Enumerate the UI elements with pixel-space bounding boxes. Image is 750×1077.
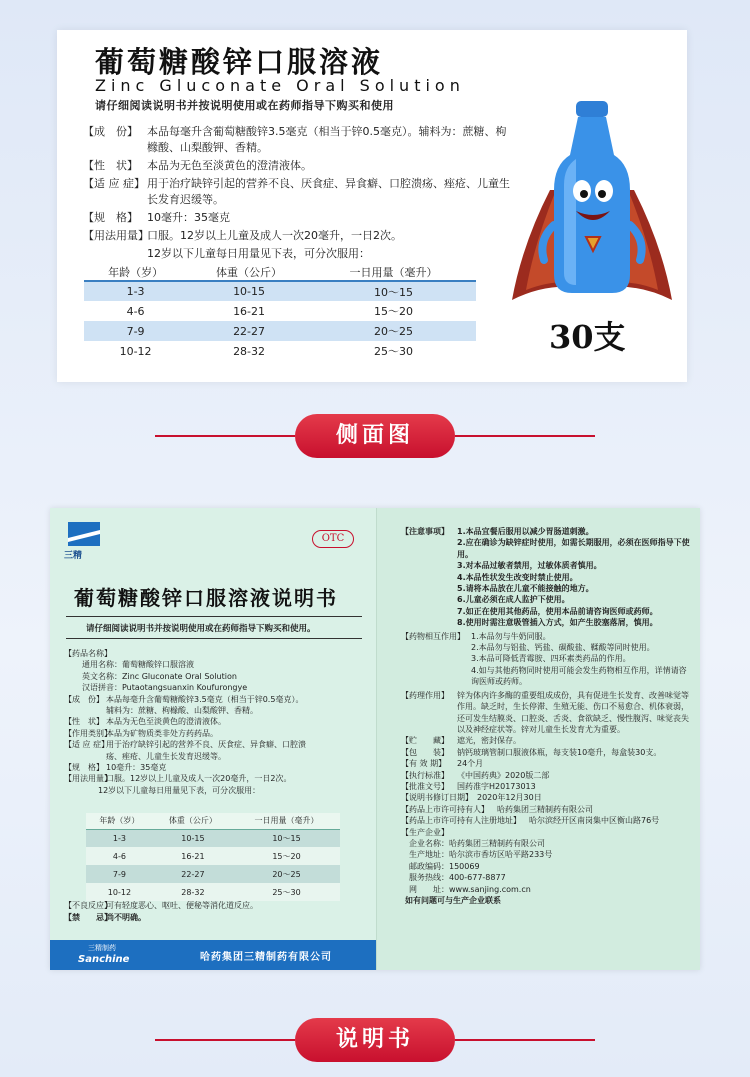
list-item: 12岁以下儿童每日用量见下表，可分次服用： [82, 785, 261, 795]
list-item: 【不良反应】 可有轻度恶心、呕吐、便秘等消化道反应。 [64, 901, 258, 910]
list-item: 8.使用时需注意吸管插入方式，如产生胶塞落屑，慎用。 [457, 618, 658, 628]
list-item: 4.本品性状发生改变时禁止使用。 [457, 572, 578, 582]
divider-line [455, 1039, 595, 1041]
list-item: 7.如正在使用其他药品，使用本品前请咨询医师或药师。 [457, 606, 658, 616]
list-item: 网 址：www.sanjing.com.cn [409, 884, 531, 894]
box-side-panel [57, 30, 687, 382]
info-row: 【成 份】 本品每毫升含葡萄糖酸锌3.5毫克（相当于锌0.5毫克）。辅料为：蔗糖、枸橼酸、山梨酸钾、香精。 [83, 125, 507, 154]
section-label-side-view [155, 414, 595, 458]
contact-note: 如有问题可与生产企业联系 [405, 896, 501, 905]
table-row: 7-9 22-27 20～25 [86, 865, 340, 883]
table-header: 体重（公斤） [153, 813, 233, 829]
instruction-leaflet [50, 508, 700, 970]
leaflet-left-content [64, 648, 364, 796]
list-item: 5.请将本品放在儿童不能接触的地方。 [457, 584, 594, 594]
section-label-leaflet [155, 1018, 595, 1062]
leaflet-left-page [50, 508, 376, 970]
footer-logo-en: Sanchine [78, 954, 130, 965]
otc-badge: OTC [312, 530, 354, 548]
product-english-name: Zinc Gluconate Oral Solution [95, 76, 465, 95]
list-item: 邮政编码：150069 [409, 861, 480, 871]
list-item: 4.如与其他药物同时使用可能会发生药物相互作用，详情请咨询医师或药师。 [471, 665, 687, 687]
info-row: 【适 应 症】 用于治疗缺锌引起的营养不良、厌食症、异食癖、口腔溃疡、痤疮、儿童生长发育迟缓等。 [83, 177, 510, 206]
info-row: 【性 状】 本品为无色至淡黄色的澄清液体。 [83, 159, 312, 172]
list-item: 服务热线：400-677-8877 [409, 873, 506, 883]
footer-logo-cn: 三精制药 [88, 944, 116, 952]
list-item: 3.本品可降低青霉胺、四环素类药品的作用。 [471, 654, 631, 664]
list-item: 【药品上市许可持有人注册地址】 哈尔滨经开区南岗集中区衡山路76号 [401, 816, 660, 826]
divider-line [455, 435, 595, 437]
list-item: 【作用类别】 本品为矿物质类非处方药药品。 [64, 728, 218, 738]
list-item: 疡、痤疮、儿童生长发育迟缓等。 [82, 751, 226, 761]
list-item: 【有 效 期】 24个月 [401, 759, 484, 769]
list-item: 【生产企业】 [401, 827, 449, 837]
divider-line [66, 616, 362, 617]
divider-line [155, 1039, 295, 1041]
table-header-row [86, 813, 340, 829]
table-header: 年龄（岁） [86, 813, 153, 829]
dosage-note: 12岁以下儿童每日用量见下表，可分次服用： [147, 247, 370, 260]
list-item: 【贮 藏】 遮光，密封保存。 [401, 736, 521, 746]
reading-warning: 请仔细阅读说明书并按说明使用或在药师指导下购买和使用 [95, 99, 394, 112]
table-row: 4-6 16-21 15～20 [86, 847, 340, 865]
product-title: 葡萄糖酸锌口服溶液 [95, 45, 384, 79]
table-header: 一日用量（毫升） [233, 813, 340, 829]
sanjing-logo-icon [68, 522, 100, 546]
list-item: 【药品名称】 [64, 649, 112, 658]
list-item: 【说明书修订日期】 2020年12月30日 [401, 793, 542, 803]
list-item: 生产地址：哈尔滨市香坊区哈平路233号 [409, 850, 553, 860]
table-row: 1-3 10-15 10～15 [84, 281, 476, 301]
table-header: 年龄（岁） [84, 263, 187, 281]
list-item: 【用法用量】 口服。12岁以上儿童及成人一次20毫升，一日2次。 [64, 774, 292, 784]
list-item: 2.应在确诊为缺锌症时使用，如需长期服用，必须在医师指导下使用。 [457, 538, 690, 559]
leaflet-right-content [401, 526, 693, 906]
list-item: 【性 状】 本品为无色至淡黄色的澄清液体。 [64, 717, 226, 727]
leaflet-dosage-table [86, 813, 340, 901]
leaflet-footer-bar [50, 940, 376, 970]
table-row: 10-12 28-32 25～30 [86, 883, 340, 901]
product-info-list [83, 124, 513, 262]
section-pill: 侧面图 [295, 414, 455, 458]
list-item: 6.儿童必须在成人监护下使用。 [457, 595, 570, 605]
divider-line [66, 638, 362, 639]
table-header-row [84, 263, 476, 281]
list-item: 【药理作用】 锌为体内许多酶的重要组成成份，具有促进生长发育、改善味觉等作用。缺乏时，生长停滞、生殖无能、伤口不易愈合、机体衰弱，还可发生结膜炎、口腔炎、舌炎、食欲缺乏、慢性腹泻、味觉丧失以及神经症状等。锌对儿童生长发育尤为重要。 [401, 690, 689, 734]
table-row: 4-6 16-21 15～20 [84, 301, 476, 321]
list-item: 英文名称：Zinc Gluconate Oral Solution [82, 671, 237, 681]
manufacturer-info [401, 838, 693, 895]
list-item: 【成 份】 本品每毫升含葡萄糖酸锌3.5毫克（相当于锌0.5毫克）。 [64, 694, 304, 704]
info-row: 【用法用量】 口服。12岁以上儿童及成人一次20毫升，一日2次。 [83, 229, 402, 242]
list-item: 【注意事项】 1.本品宜餐后服用以减少胃肠道刺激。 [401, 527, 594, 536]
leaflet-title: 葡萄糖酸锌口服溶液说明书 [74, 586, 338, 610]
table-row: 1-3 10-15 10～15 [86, 829, 340, 847]
list-item: 3.对本品过敏者禁用，过敏体质者慎用。 [457, 561, 602, 571]
section-pill: 说明书 [295, 1018, 455, 1062]
dosage-table [84, 263, 476, 361]
info-row: 【规 格】 10毫升：35毫克 [83, 211, 230, 224]
table-header: 体重（公斤） [187, 263, 311, 281]
list-item: 汉语拼音：Putaotangsuanxin Koufurongye [82, 683, 248, 693]
table-row: 10-12 28-32 25～30 [84, 341, 476, 361]
list-item: 【批准文号】 国药准字H20173013 [401, 781, 536, 791]
table-header: 一日用量（毫升） [311, 263, 476, 281]
leaflet-warning: 请仔细阅读说明书并按说明使用或在药师指导下购买和使用。 [86, 624, 316, 634]
divider-line [155, 435, 295, 437]
list-item: 企业名称：哈药集团三精制药有限公司 [409, 838, 545, 848]
list-item: 通用名称：葡萄糖酸锌口服溶液 [82, 660, 194, 670]
table-row: 7-9 22-27 20～25 [84, 321, 476, 341]
leaflet-left-footer-text [64, 900, 364, 924]
list-item: 【药品上市许可持有人】 哈药集团三精制药有限公司 [401, 804, 593, 814]
list-item: 【执行标准】 《中国药典》2020版二部 [401, 770, 550, 780]
list-item: 2.本品勿与铝盐、钙盐、碳酸盐、鞣酸等同时使用。 [471, 643, 655, 653]
list-item: 【禁 忌】 尚不明确。 [64, 913, 146, 922]
mascot-bottle-illustration [512, 95, 672, 315]
list-item: 辅料为：蔗糖、枸橼酸、山梨酸钾、香精。 [82, 706, 258, 716]
list-item: 【包 装】 钠钙玻璃管制口服液体瓶，每支装10毫升，每盒装30支。 [401, 747, 662, 757]
footer-company: 哈药集团三精制药有限公司 [200, 952, 332, 963]
list-item: 【规 格】 10毫升：35毫克 [64, 763, 167, 773]
leaflet-right-page [376, 508, 700, 970]
brand-name: 三精 [64, 551, 83, 561]
list-item: 【药物相互作用】 1.本品勿与牛奶同服。 [401, 631, 551, 641]
package-count: 30支 [549, 318, 626, 356]
list-item: 【适 应 症】 用于治疗缺锌引起的营养不良、厌食症、异食癖、口腔溃 [64, 740, 306, 750]
